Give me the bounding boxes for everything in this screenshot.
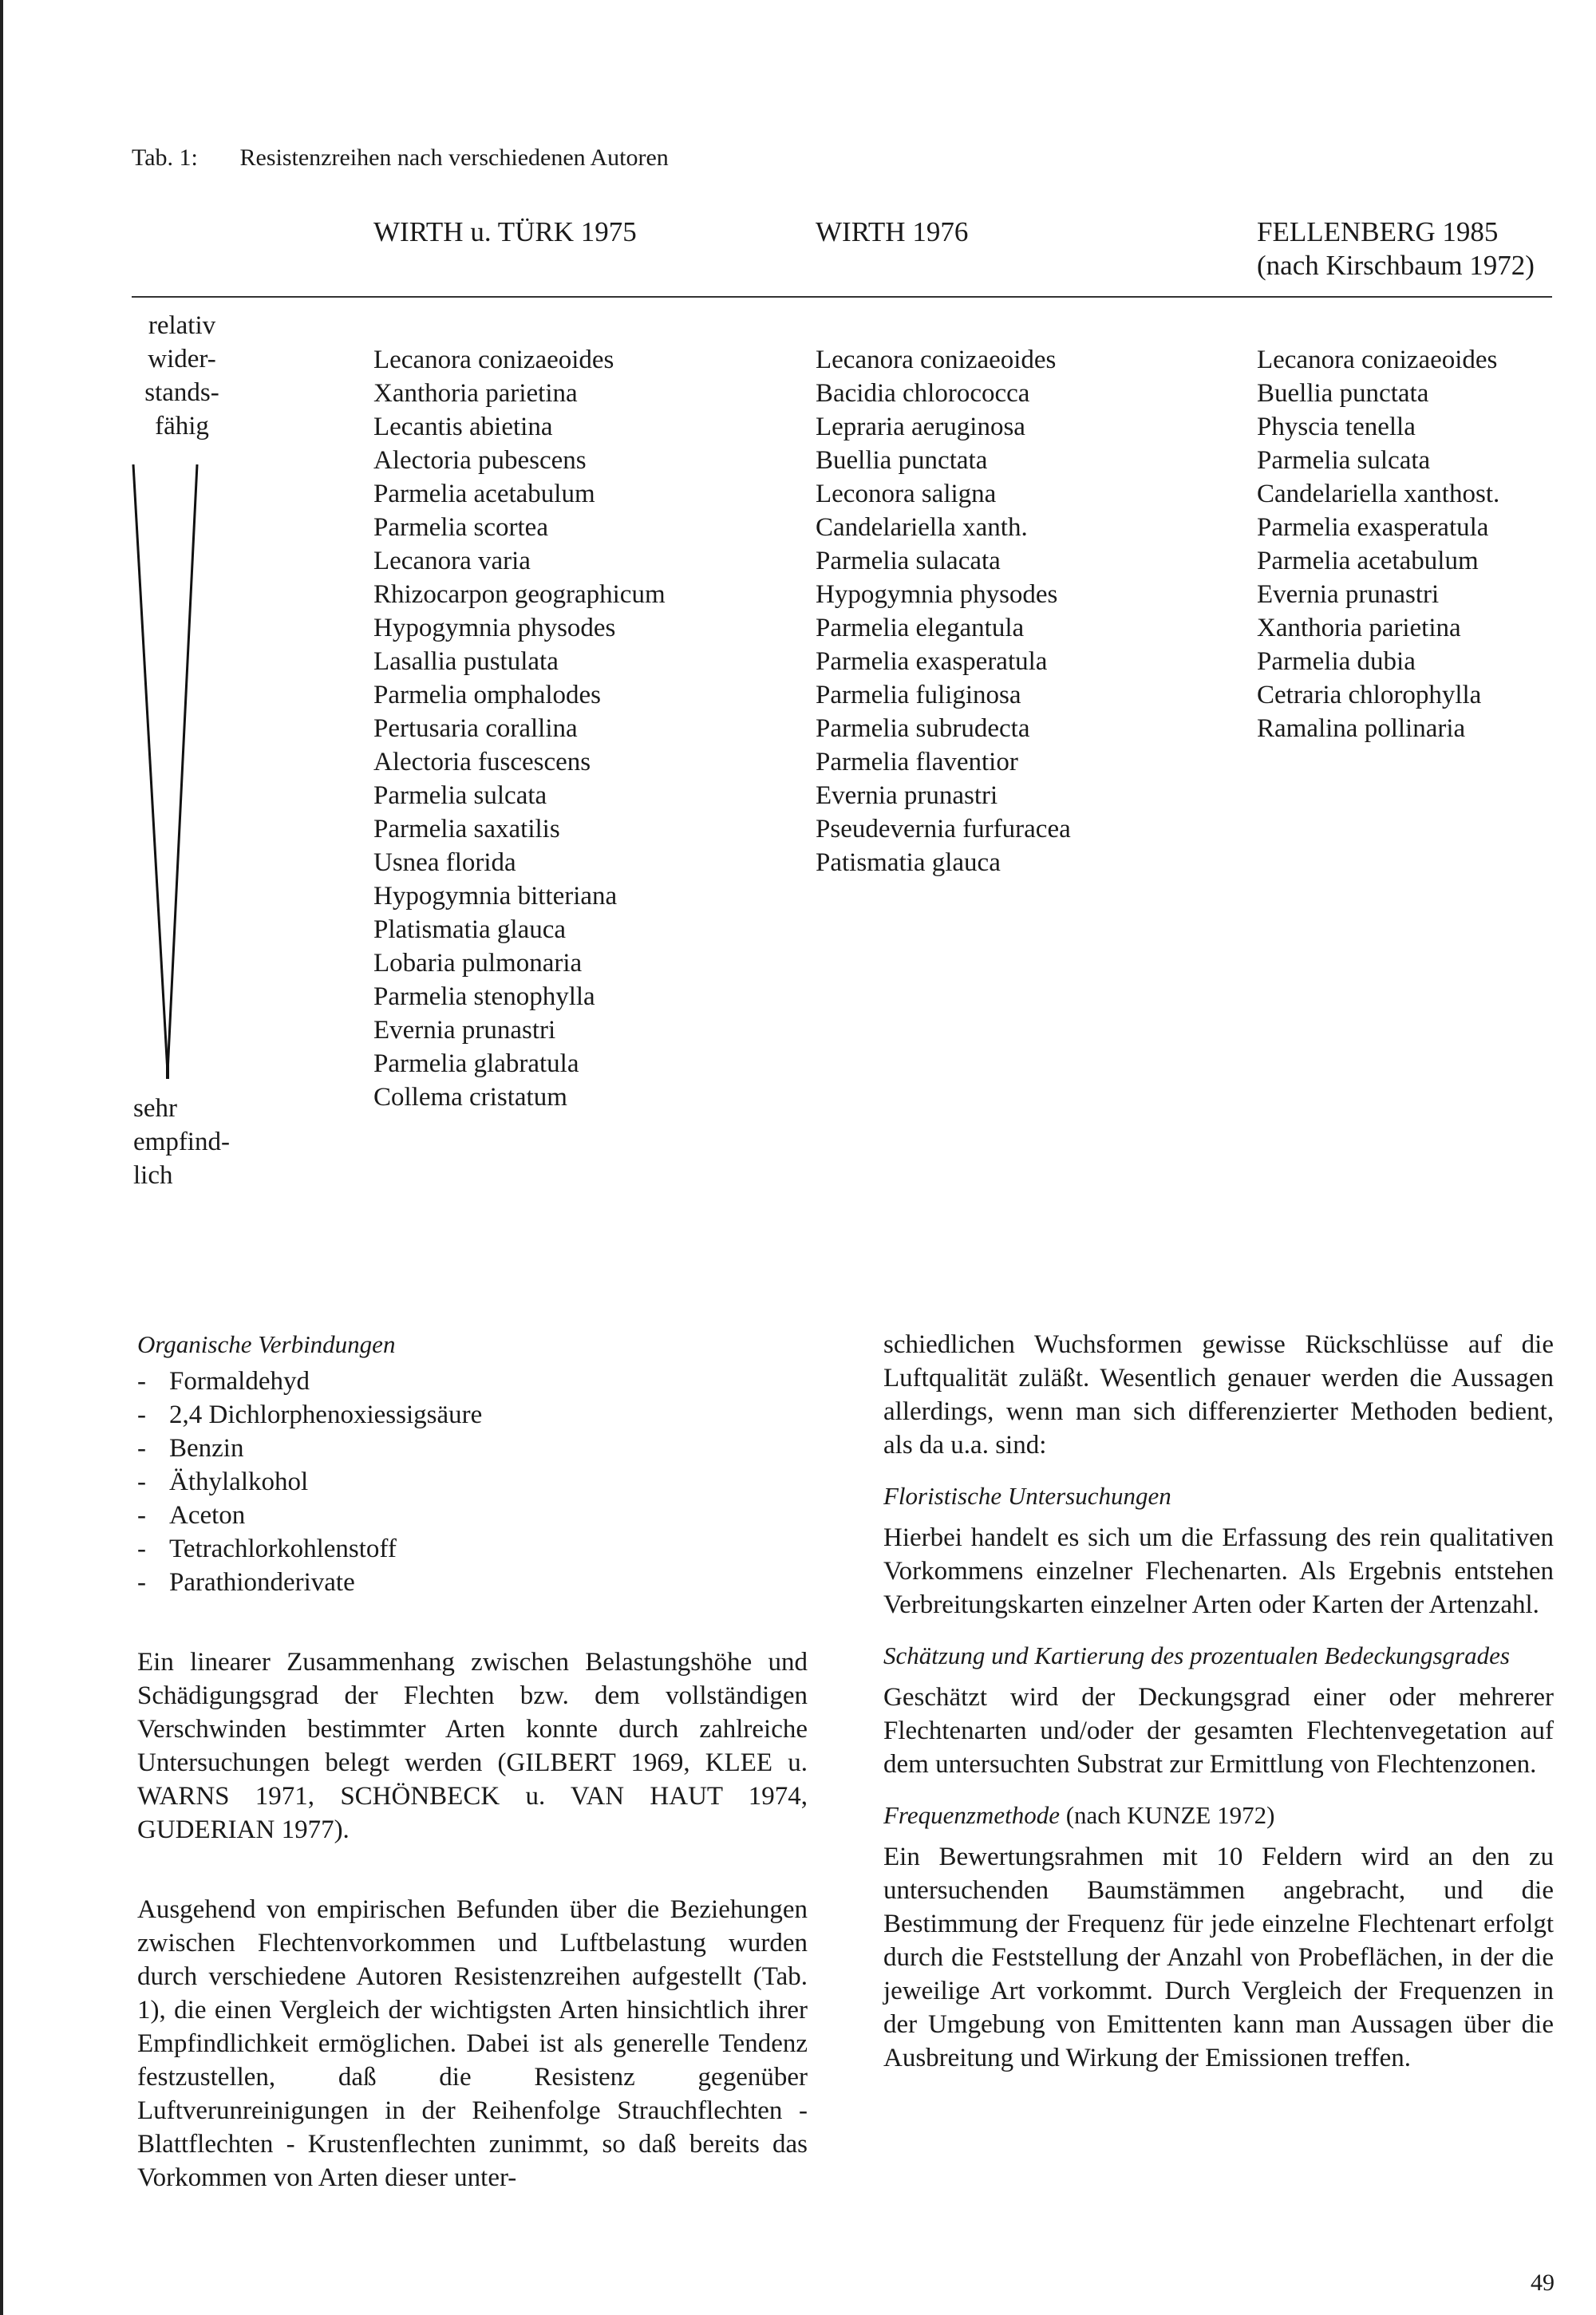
list-item <box>137 1532 808 1566</box>
species-item: Parmelia scortea <box>373 513 548 542</box>
heading-floristic: Floristische Untersuchungen <box>883 1482 1171 1510</box>
species-item: Leconora saligna <box>816 480 997 508</box>
species-list-fellenberg <box>1257 343 1499 745</box>
list-item-text: Formaldehyd <box>169 1367 310 1396</box>
species-list-wirth <box>816 343 1071 879</box>
sensitivity-wedge-icon <box>132 464 203 1079</box>
list-item <box>137 1432 808 1465</box>
dash-bullet-icon: - <box>137 1501 146 1530</box>
column-header-fellenberg: FELLENBERG 1985 (nach Kirschbaum 1972) <box>1257 216 1535 281</box>
species-item: Parmelia omphalodes <box>373 681 602 709</box>
species-item: Parmelia acetabulum <box>1257 547 1479 575</box>
species-item: Parmelia subrudecta <box>816 714 1030 743</box>
list-item-text: Benzin <box>169 1434 244 1463</box>
species-item: Parmelia stenophylla <box>373 982 595 1011</box>
species-item: Hypogymnia bitteriana <box>373 882 618 911</box>
dash-bullet-icon: - <box>137 1468 146 1496</box>
dash-bullet-icon: - <box>137 1568 146 1597</box>
heading-frequency: Frequenzmethode (nach KUNZE 1972) <box>883 1801 1275 1829</box>
list-item-text: Aceton <box>169 1501 246 1530</box>
list-item-text: Tetrachlorkohlenstoff <box>169 1535 397 1563</box>
table-caption <box>132 144 669 172</box>
right-column <box>883 1328 1554 2075</box>
paragraph-frequency: Ein Bewertungsrahmen mit 10 Feldern wird an den zu untersuchenden Baumstämmen angebracht, und die Bestimmung der Frequenz für jede einzelne Flechtenart erfolgt durch die Feststellung der Anzahl von Probeflächen, in der die jeweilige Art vorkommt. Durch Vergleich der Frequenzen in der Umgebung von Emittenten kann man Aussagen über die Ausbreitung und Wirkung der Emissionen treffen. <box>883 1843 1554 2072</box>
species-item: Parmelia elegantula <box>816 614 1025 642</box>
dash-bullet-icon: - <box>137 1535 146 1563</box>
species-item: Usnea florida <box>373 848 516 877</box>
list-item-text: Parathionderivate <box>169 1568 355 1597</box>
species-item: Lepraria aeruginosa <box>816 413 1025 441</box>
species-item: Lobaria pulmonaria <box>373 949 583 978</box>
species-item: Parmelia exasperatula <box>816 647 1048 676</box>
list-item-text: 2,4 Dichlorphenoxiessigsäure <box>169 1400 483 1429</box>
heading-coverage: Schätzung und Kartierung des prozentualen Bedeckungsgrades <box>883 1641 1510 1669</box>
dash-bullet-icon: - <box>137 1434 146 1463</box>
list-item <box>137 1499 808 1532</box>
column-header-wirth-tuerk: WIRTH u. TÜRK 1975 <box>373 216 637 247</box>
species-item: Lasallia pustulata <box>373 647 559 676</box>
species-item: Pseudevernia furfuracea <box>816 815 1071 843</box>
species-item: Cetraria chlorophylla <box>1257 681 1482 709</box>
organic-heading: Organische Verbindungen <box>137 1330 396 1358</box>
species-item: Parmelia fuliginosa <box>816 681 1021 709</box>
table-label: Tab. 1: <box>132 144 198 171</box>
species-item: Evernia prunastri <box>373 1016 556 1045</box>
species-item: Lecanora conizaeoides <box>373 346 614 374</box>
species-item: Lecanora conizaeoides <box>816 346 1057 374</box>
species-item: Lecanora varia <box>373 547 531 575</box>
species-item: Evernia prunastri <box>816 781 998 810</box>
species-item: Alectoria pubescens <box>373 446 587 475</box>
paragraph-growth-forms: schiedlichen Wuchsformen gewisse Rückschlüsse auf die Luftqualität zuläßt. Wesentlich genauer werden die Aussagen allerdings, wenn man sich differenzierter Methoden bedient, als da u.a. sind: <box>883 1330 1554 1460</box>
species-item: Lecanora conizaeoides <box>1257 346 1498 374</box>
list-item <box>137 1465 808 1499</box>
species-item: Physcia tenella <box>1257 413 1416 441</box>
list-item-text: Äthylalkohol <box>169 1468 309 1496</box>
species-item: Xanthoria parietina <box>373 379 578 408</box>
species-item: Xanthoria parietina <box>1257 614 1461 642</box>
species-item: Parmelia flaventior <box>816 748 1018 776</box>
species-item: Parmelia sulacata <box>816 547 1001 575</box>
species-item: Candelariella xanthost. <box>1257 480 1500 508</box>
paragraph-linear-relation: Ein linearer Zusammenhang zwischen Belastungshöhe und Schädigungsgrad der Flechten bzw. dem vollständigen Verschwinden bestimmter Arten konnte durch zahlreiche Untersuchungen belegt werden (GILBERT 1969, KLEE u. WARNS 1971, SCHÖNBECK u. VAN HAUT 1974, GUDERIAN 1977). <box>137 1648 808 1844</box>
list-item <box>137 1566 808 1599</box>
species-item: Parmelia dubia <box>1257 647 1416 676</box>
species-item: Collema cristatum <box>373 1083 567 1112</box>
species-item: Lecantis abietina <box>373 413 553 441</box>
dash-bullet-icon: - <box>137 1400 146 1429</box>
species-item: Alectoria fuscescens <box>373 748 591 776</box>
species-item: Evernia prunastri <box>1257 580 1440 609</box>
species-item: Hypogymnia physodes <box>373 614 616 642</box>
organic-list <box>137 1365 808 1599</box>
table-title: Resistenzreihen nach verschiedenen Autoren <box>239 144 669 171</box>
species-item: Pertusaria corallina <box>373 714 578 743</box>
list-item <box>137 1398 808 1432</box>
scale-label-sensitive: sehr empfind- lich <box>133 1094 230 1190</box>
species-item: Buellia punctata <box>1257 379 1429 408</box>
list-item <box>137 1365 808 1398</box>
species-list-wirth-tuerk <box>373 343 666 1114</box>
paragraph-floristic: Hierbei handelt es sich um die Erfassung des rein qualitativen Vorkommens einzelner Flechenarten. Als Ergebnis entstehen Verbreitungskarten einzelner Arten oder Karten der Artenzahl. <box>883 1523 1554 1619</box>
species-item: Parmelia exasperatula <box>1257 513 1489 542</box>
species-item: Patismatia glauca <box>816 848 1001 877</box>
species-item: Ramalina pollinaria <box>1257 714 1466 743</box>
species-item: Parmelia sulcata <box>1257 446 1431 475</box>
species-item: Rhizocarpon geographicum <box>373 580 666 609</box>
species-item: Parmelia glabratula <box>373 1049 579 1078</box>
table-header-rule <box>132 296 1552 298</box>
column-header-wirth: WIRTH 1976 <box>816 216 969 247</box>
dash-bullet-icon: - <box>137 1367 146 1396</box>
paragraph-resistance-series: Ausgehend von empirischen Befunden über die Beziehungen zwischen Flechtenvorkommen und Luftbelastung wurden durch verschiedene Autoren Resistenzreihen aufgestellt (Tab. 1), die einen Vergleich der wichtigsten Arten hinsichtlich ihrer Empfindlichkeit ermöglichen. Dabei ist als generelle Tendenz festzustellen, daß die Resistenz gegenüber Luftverunreinigungen in der Reihenfolge Strauchflechten - Blattflechten - Krustenflechten zunimmt, so daß bereits das Vorkommen von Arten dieser unter- <box>137 1895 808 2192</box>
species-item: Hypogymnia physodes <box>816 580 1058 609</box>
paragraph-coverage: Geschätzt wird der Deckungsgrad einer oder mehrerer Flechtenarten und/oder der gesamten Flechtenvegetation auf dem untersuchten Substrat zur Ermittlung von Flechtenzonen. <box>883 1683 1554 1779</box>
species-item: Bacidia chlorococca <box>816 379 1030 408</box>
page-number: 49 <box>1531 2270 1555 2296</box>
species-item: Parmelia sulcata <box>373 781 547 810</box>
scale-label-resistant: relativ wider- stands- fähig <box>144 311 219 440</box>
species-item: Candelariella xanth. <box>816 513 1028 542</box>
species-item: Parmelia acetabulum <box>373 480 595 508</box>
page-margin-line <box>0 0 3 2315</box>
left-column <box>137 1328 808 2195</box>
species-item: Parmelia saxatilis <box>373 815 560 843</box>
species-item: Buellia punctata <box>816 446 988 475</box>
species-item: Platismatia glauca <box>373 915 567 944</box>
